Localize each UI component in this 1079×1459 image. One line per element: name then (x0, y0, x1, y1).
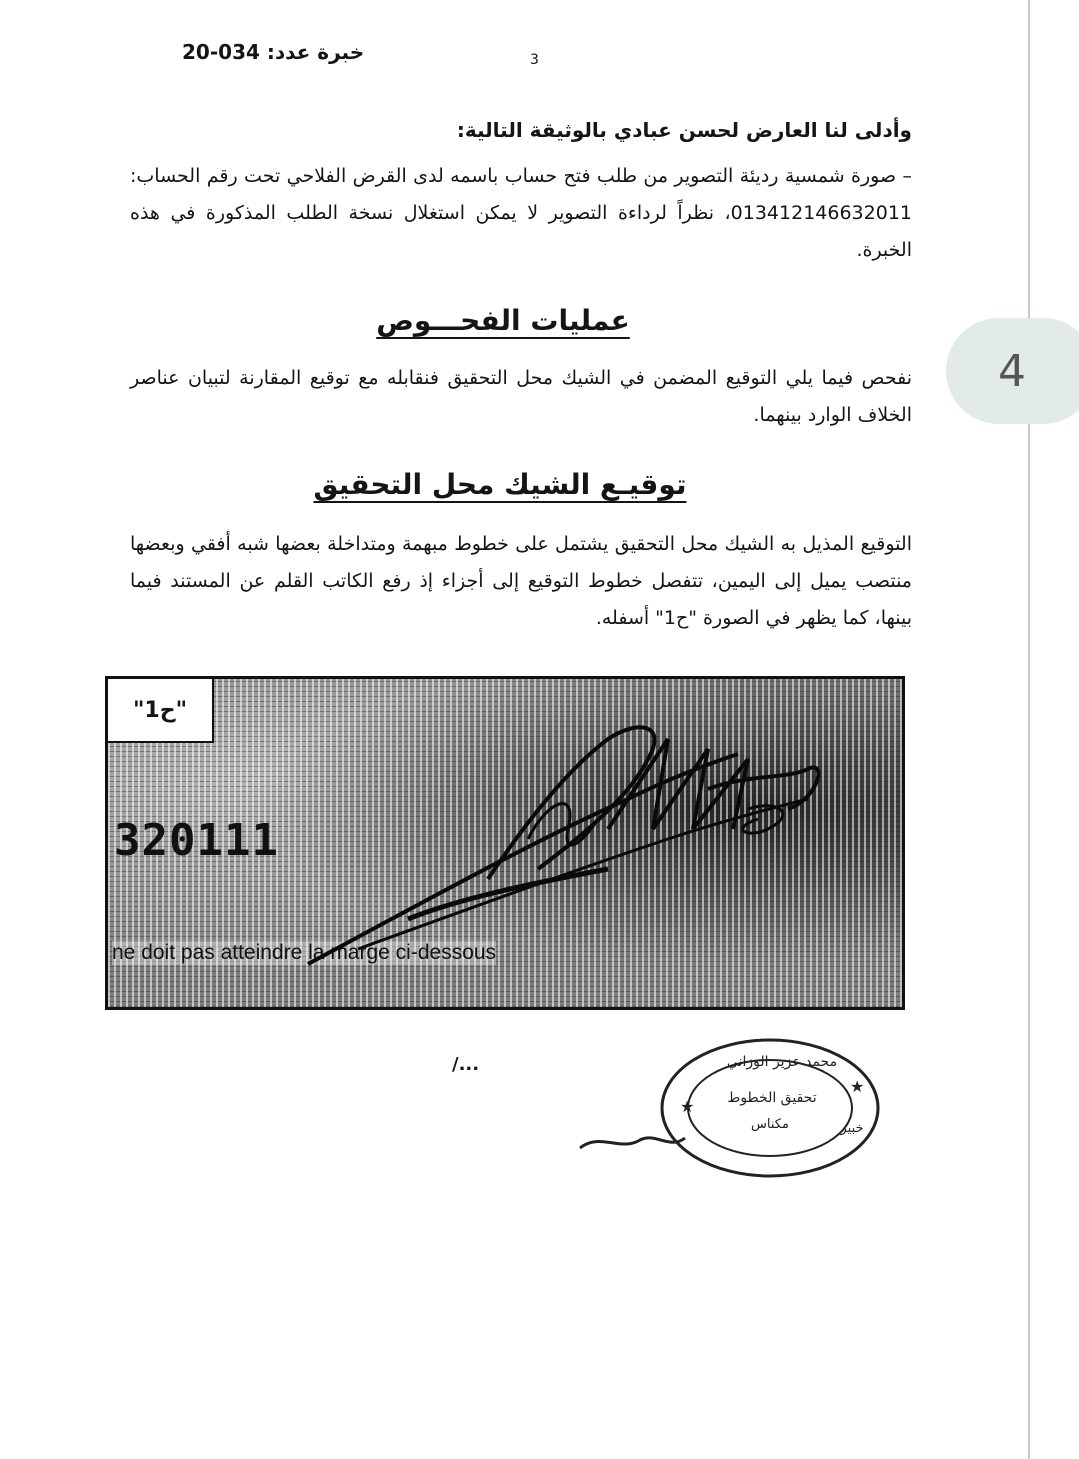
svg-text:★: ★ (680, 1097, 695, 1116)
paragraph-signature-description: التوقيع المذيل به الشيك محل التحقيق يشتمل على خطوط مبهمة ومتداخلة بعضها شبه أفقي وبعضها منتصب يميل إلى اليمين، تتفصل خطوط التوقيع إلى أجزاء إذ رفع الكاتب القلم عن المستند فيما بينها، كما يظهر في الصورة "ح1" أسفله. (130, 533, 912, 629)
figure-label: "ح1" (108, 679, 214, 743)
page-number-badge[interactable] (946, 318, 1079, 424)
page-edge (1028, 0, 1030, 1459)
cheque-margin-text: ne doit pas atteindre la marge ci-dessous (112, 941, 497, 964)
signature-scribble (108, 679, 905, 1010)
continuation-mark: /... (452, 1054, 480, 1075)
heading-cheque-signature: توقيـع الشيك محل التحقيق (313, 468, 687, 501)
cheque-signature-figure (105, 676, 905, 1010)
paragraph-document-submitted: – صورة شمسية رديئة التصوير من طلب فتح حساب باسمه لدى القرض الفلاحي تحت رقم الحساب: 013412146632011، نظراً لرداءة التصوير لا يمكن استغلال نسخة الطلب المذكورة في هذه الخبرة. (130, 165, 912, 261)
page-number: 3 (530, 52, 539, 68)
intro-line: وأدلى لنا العارض لحسن عبادي بالوثيقة التالية: (456, 118, 912, 142)
expert-stamp (560, 1020, 900, 1190)
stamp-line-3: مكناس (751, 1117, 789, 1132)
stamp-line-2: تحقيق الخطوط (727, 1090, 817, 1106)
page-number-badge-label: 4 (998, 345, 1026, 397)
svg-text:★: ★ (850, 1077, 865, 1096)
cheque-number-fragment: 320111 (114, 815, 279, 866)
stamp-name: محمد عزيز الوزاني (726, 1054, 838, 1070)
paragraph-examination-intro: نفحص فيما يلي التوقيع المضمن في الشيك محل التحقيق فنقابله مع توقيع المقارنة لتبيان عناصر الخلاف الوارد بينهما. (130, 367, 912, 426)
handwritten-initials (580, 1138, 685, 1148)
expertise-reference: خبرة عدد: 034-20 (182, 40, 365, 64)
stamp-line-4: خبير (840, 1121, 864, 1136)
heading-examinations: عمليات الفحـــوص (376, 304, 630, 337)
